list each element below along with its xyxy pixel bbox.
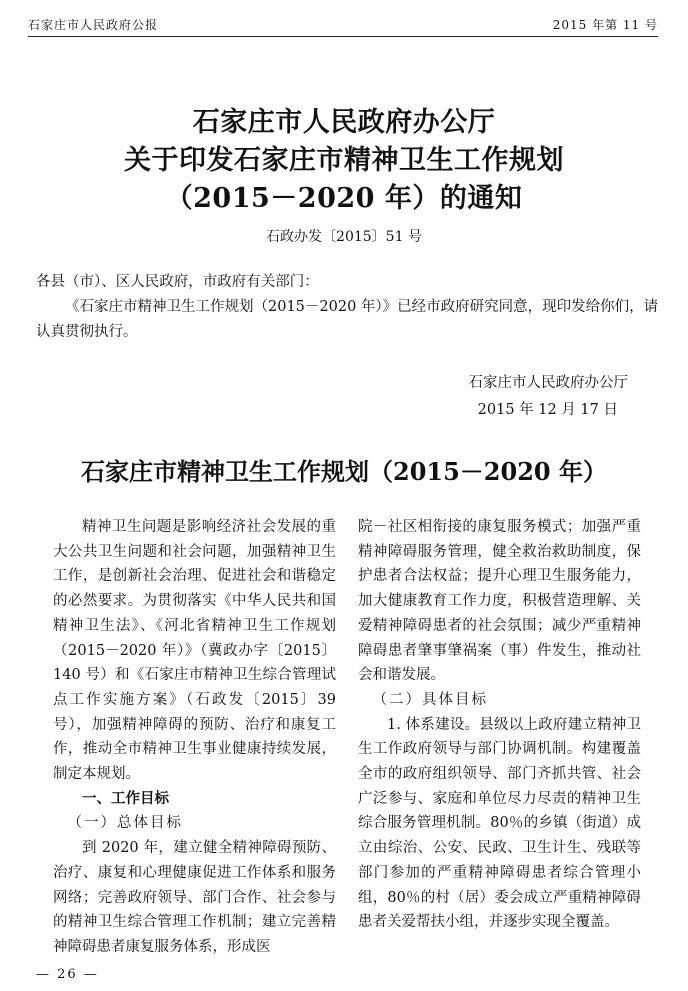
page-header bbox=[28, 14, 658, 37]
notice-title-line2: 关于印发石家庄市精神卫生工作规划 bbox=[124, 145, 564, 176]
overall-goal-text: 到 2020 年，建立健全精神障碍预防、治疗、康复和心理健康促进工作体系和服务网络；完善政府领导、部门合作、社会参与的精神卫生综合管理工作机制；建立完善精神障碍患者康复服务体系，形成医 bbox=[53, 840, 336, 955]
issue-number: 2015 年第 11 号 bbox=[552, 18, 658, 32]
signature-block bbox=[469, 370, 629, 424]
plan-title: 石家庄市精神卫生工作规划（2015－2020 年） bbox=[81, 457, 607, 486]
signature-organization: 石家庄市人民政府办公厅 bbox=[468, 375, 628, 391]
specific-goal-system-building: 1. 体系建设。县级以上政府建立精神卫生工作政府领导与部门协调机制。构建覆盖全市的政府组织领导、部门齐抓共管、社会广泛参与、家庭和单位尽力尽责的精神卫生综合服务管理机制。80％的乡镇（街道）成立由综治、公安、民政、卫生计生、残联等部门参加的严重精神障碍患者综合管理小组，80％的村（居）委会成立严重精神障碍患者关爱帮扶小组，并逐步实现全覆盖。 bbox=[358, 716, 641, 931]
notice-title-line3: （2015－2020 年）的通知 bbox=[165, 183, 523, 214]
salutation: 各县（市）、区人民政府，市政府有关部门： bbox=[36, 274, 319, 290]
right-column bbox=[358, 515, 641, 935]
section-heading-goals: 一、工作目标 bbox=[82, 789, 169, 807]
notice-paragraph: 《石家庄市精神卫生工作规划（2015－2020 年）》已经市政府研究同意，现印发给你们，请认真贯彻执行。 bbox=[36, 299, 659, 340]
document-number: 石政办发〔2015〕51 号 bbox=[266, 229, 422, 245]
notice-title-line1: 石家庄市人民政府办公厅 bbox=[192, 107, 496, 138]
notice-title bbox=[0, 104, 688, 218]
subsection-heading-overall: （一）总体目标 bbox=[67, 815, 183, 832]
page-number: — 26 — bbox=[36, 967, 99, 982]
signature-date: 2015 年 12 月 17 日 bbox=[477, 402, 618, 418]
publication-name: 石家庄市人民政府公报 bbox=[28, 18, 159, 32]
overall-goal-continued: 院－社区相衔接的康复服务模式；加强严重精神障碍服务管理，健全救治救助制度，保护患者合法权益；提升心理卫生服务能力，加大健康教育工作力度，积极营造理解、关爱精神障碍患者的社会氛围；减少严重精神障碍患者肇事肇祸案（事）件发生，推动社会和谐发展。 bbox=[358, 519, 641, 684]
subsection-heading-specific: （二）具体目标 bbox=[372, 691, 488, 708]
left-column bbox=[53, 515, 336, 960]
plan-intro: 精神卫生问题是影响经济社会发展的重大公共卫生问题和社会问题，加强精神卫生工作，是创新社会治理、促进社会和谐稳定的必然要求。为贯彻落实《中华人民共和国精神卫生法》、《河北省精神卫生工作规划（2015－2020 年）》（冀政办字〔2015〕140 号）和《石家庄市精神卫生综合管理试点工作实施方案》（石政发〔2015〕39 号），加强精神障碍的预防、治疗和康复工作，推动全市精神卫生事业健康持续发展，制定本规划。 bbox=[53, 519, 336, 783]
